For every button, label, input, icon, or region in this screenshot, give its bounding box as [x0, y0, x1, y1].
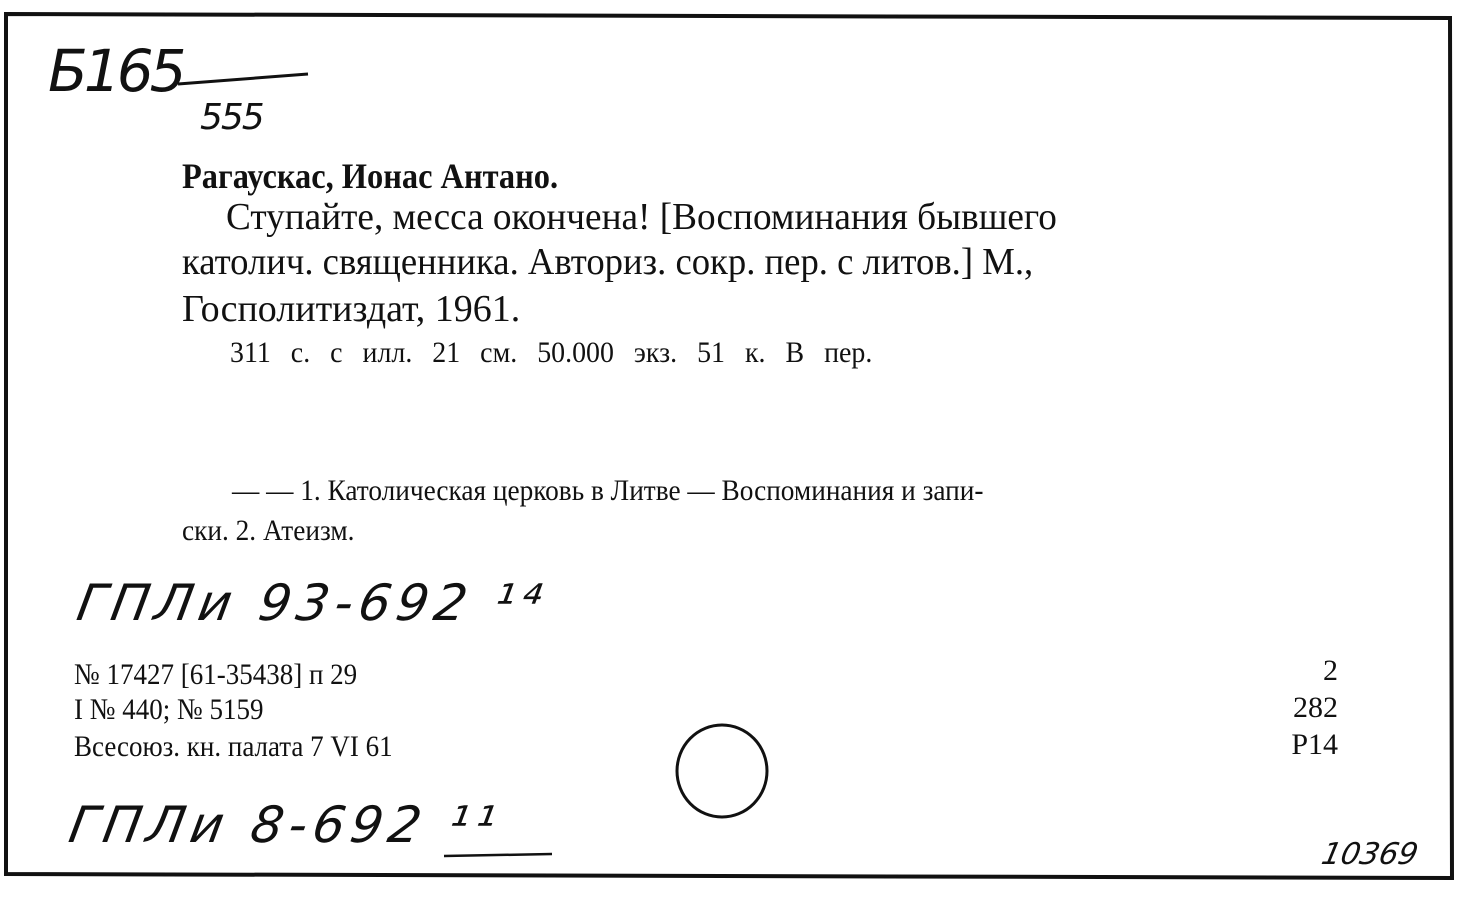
inventory-number: 10369 — [1318, 837, 1422, 872]
chamber-date-line: Всесоюз. кн. палата 7 VI 61 — [74, 730, 393, 763]
collation-line: 311 с. с илл. 21 см. 50.000 экз. 51 к. В пер. — [230, 336, 873, 369]
classification-index: 282 — [1293, 691, 1338, 724]
call-number-stamp: ГПЛи 8-692 ¹¹ — [64, 796, 506, 854]
title-line: Госполитиздат, 1961. — [182, 288, 521, 330]
classification-index: 2 — [1323, 654, 1338, 687]
shelf-mark-rule — [176, 70, 316, 90]
call-number-stamp: ГПЛи 93-692 ¹⁴ — [72, 574, 552, 632]
subject-heading-line: — — 1. Католическая церковь в Литве — Воспоминания и запи- — [232, 474, 984, 507]
author-heading: Рагаускас, Ионас Антано. — [182, 156, 559, 196]
shelf-mark-sub: 555 — [200, 97, 263, 138]
classification-index: Р14 — [1291, 728, 1338, 761]
subject-heading-line: ски. 2. Атеизм. — [182, 514, 355, 547]
shelf-mark-code: Б165 — [48, 37, 183, 105]
title-line: католич. священника. Авториз. сокр. пер. с литов.] М., — [182, 241, 1034, 283]
card-number-line: № 17427 [61-35438] п 29 — [74, 658, 358, 691]
punch-hole — [674, 722, 774, 822]
title-line: Ступайте, месса окончена! [Воспоминания бывшего — [226, 196, 1057, 238]
registry-number-line: I № 440; № 5159 — [74, 693, 264, 726]
